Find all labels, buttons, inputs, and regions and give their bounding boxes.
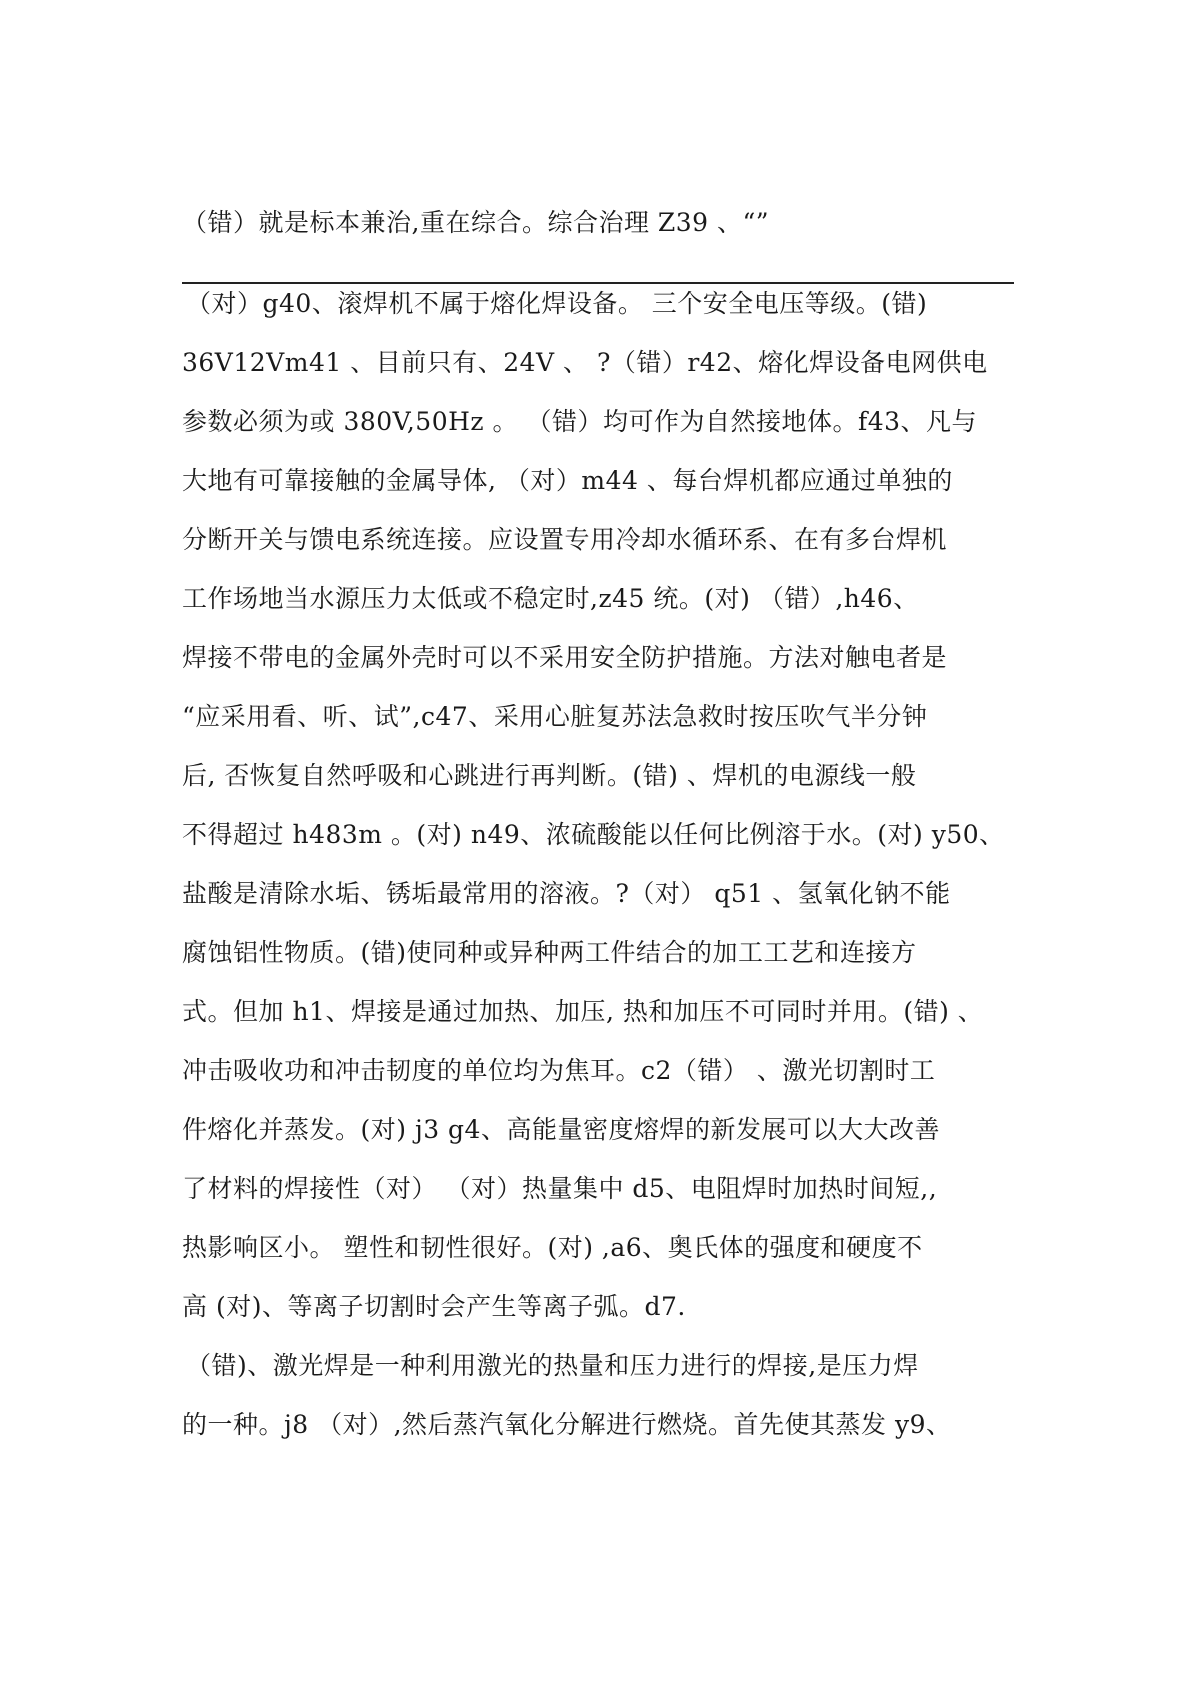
body-line: 腐蚀铝性物质。(错)使同种或异种两工件结合的加工工艺和连接方 <box>182 938 917 967</box>
body-line: 高 (对)、等离子切割时会产生等离子弧。d7. <box>182 1292 686 1321</box>
header-text: （错）就是标本兼治,重在综合。综合治理 Z39 、“” <box>182 208 770 237</box>
body-line: 冲击吸收功和冲击韧度的单位均为焦耳。c2（错） 、激光切割时工 <box>182 1056 936 1085</box>
body-line: （对）g40、滚焊机不属于熔化焊设备。 三个安全电压等级。(错) <box>186 289 928 318</box>
body-line: 热影响区小。 塑性和韧性很好。(对) ,a6、奥氏体的强度和硬度不 <box>182 1233 923 1262</box>
body-line: 分断开关与馈电系统连接。应设置专用冷却水循环系、在有多台焊机 <box>182 525 948 554</box>
body-line: 了材料的焊接性（对） （对）热量集中 d5、电阻焊时加热时间短,, <box>182 1174 938 1203</box>
body-line: 36V12Vm41 、目前只有、24V 、 ?（错）r42、熔化焊设备电网供电 <box>182 348 988 377</box>
header-divider <box>182 282 1014 284</box>
body-line: 不得超过 h483m 。(对) n49、浓硫酸能以任何比例溶于水。(对) y50、 <box>182 820 1005 849</box>
body-line: 的一种。j8 （对）,然后蒸汽氧化分解进行燃烧。首先使其蒸发 y9、 <box>182 1410 952 1439</box>
body-line: 盐酸是清除水垢、锈垢最常用的溶液。?（对） q51 、氢氧化钠不能 <box>182 879 951 908</box>
body-line: （错)、激光焊是一种利用激光的热量和压力进行的焊接,是压力焊 <box>186 1351 919 1380</box>
body-line: 式。但加 h1、焊接是通过加热、加压, 热和加压不可同时并用。(错) 、 <box>182 997 984 1026</box>
body-line: 参数必须为或 380V,50Hz 。 （错）均可作为自然接地体。f43、凡与 <box>182 407 978 436</box>
body-line: 件熔化并蒸发。(对) j3 g4、高能量密度熔焊的新发展可以大大改善 <box>182 1115 940 1144</box>
body-line: 后, 否恢复自然呼吸和心跳进行再判断。(错) 、焊机的电源线一般 <box>182 761 917 790</box>
body-line: “应采用看、听、试”,c47、采用心脏复苏法急救时按压吹气半分钟 <box>182 702 928 731</box>
body-line: 工作场地当水源压力太低或不稳定时,z45 统。(对) （错）,h46、 <box>182 584 919 613</box>
body-line: 大地有可靠接触的金属导体, （对）m44 、每台焊机都应通过单独的 <box>182 466 953 495</box>
body-line: 焊接不带电的金属外壳时可以不采用安全防护措施。方法对触电者是 <box>182 643 948 672</box>
